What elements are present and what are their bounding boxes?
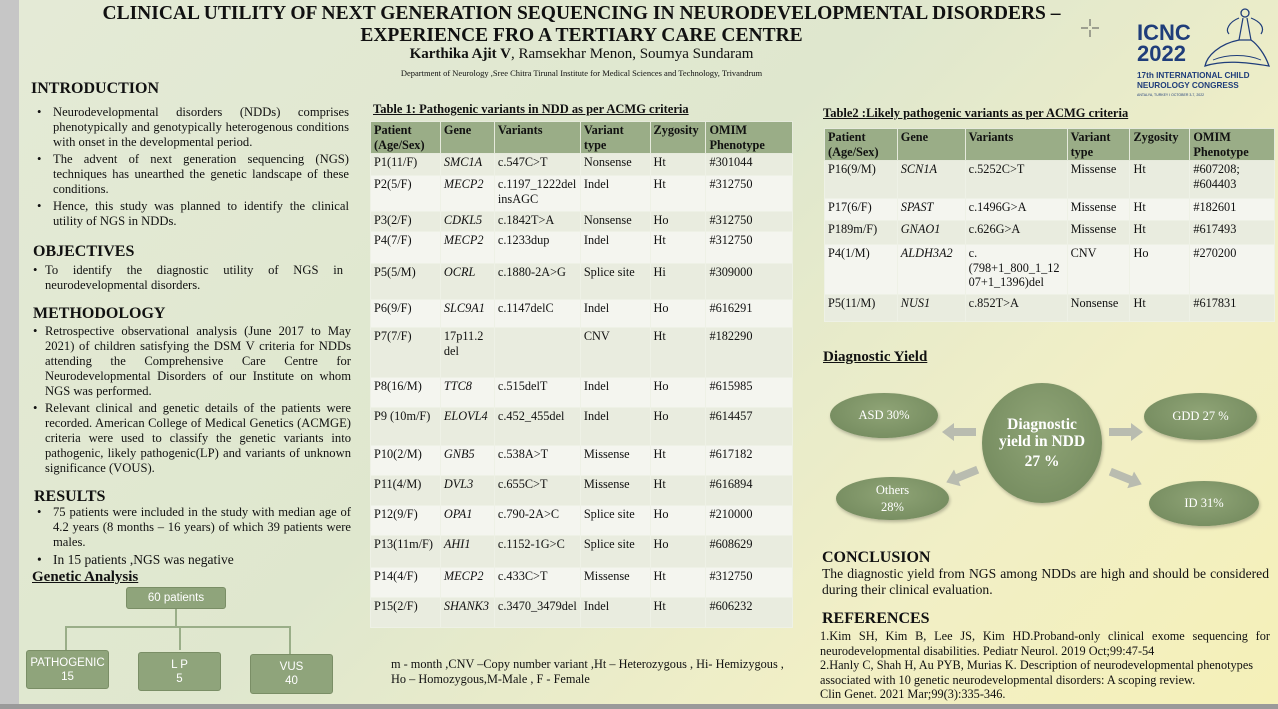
root-patients-box: 60 patients: [126, 587, 226, 609]
gdd-ellipse: GDD 27 %: [1144, 393, 1257, 440]
column-header: Variant type: [580, 122, 650, 154]
table-cell: Splice site: [580, 264, 650, 300]
table2-caption: Table2 :Likely pathogenic variants as per ACMG criteria: [823, 106, 1129, 120]
table-cell: NUS1: [897, 295, 965, 322]
table-cell: c.1496G>A: [965, 199, 1067, 221]
poster-canvas: [19, 0, 1278, 704]
table-cell: c.1152-1G>C: [494, 536, 580, 568]
table-cell: Missense: [580, 568, 650, 598]
table-cell: CDKL5: [440, 212, 494, 232]
diagnostic-yield-center: Diagnostic yield in NDD 27 %: [982, 383, 1102, 503]
table-cell: MECP2: [440, 232, 494, 264]
table-cell: ALDH3A2: [897, 245, 965, 295]
logo-dates: ANTALYA, TURKEY I OCTOBER 3-7, 2022: [1137, 93, 1205, 97]
table-cell: Ht: [650, 476, 706, 506]
table-cell: c.1842T>A: [494, 212, 580, 232]
asd-ellipse: ASD 30%: [830, 393, 938, 438]
table-cell: Ho: [650, 212, 706, 232]
table-cell: Indel: [580, 598, 650, 628]
table-cell: #616894: [706, 476, 793, 506]
table-cell: P11(4/M): [371, 476, 441, 506]
table-cell: SCN1A: [897, 161, 965, 199]
table-cell: OPA1: [440, 506, 494, 536]
table-cell: Ht: [1130, 295, 1190, 322]
table-row: [825, 199, 1275, 221]
list-item: • Retrospective observational analysis (June 2017 to May 2021) of children satisfying the DSM V criteria for NDDs attending the Comprehensive Care Centre for Neurodevelopmental Disorders of our Institute on whom NGS was performed.: [31, 324, 351, 399]
poster-title-line2: EXPERIENCE FRO A TERTIARY CARE CENTRE: [360, 25, 803, 46]
table-cell: P4(7/F): [371, 232, 441, 264]
conclusion-text: The diagnostic yield from NGS among NDDs are high and should be considered during their clinical evaluation.: [822, 566, 1269, 597]
introduction-list: [31, 105, 349, 231]
table-cell: TTC8: [440, 378, 494, 408]
table-row: [371, 212, 793, 232]
table-cell: 17p11.2 del: [440, 328, 494, 378]
table-cell: #182290: [706, 328, 793, 378]
table-cell: #617182: [706, 446, 793, 476]
table-row: [371, 264, 793, 300]
table-cell: SLC9A1: [440, 300, 494, 328]
table-cell: SHANK3: [440, 598, 494, 628]
table-header-row: [825, 129, 1275, 161]
table-cell: P16(9/M): [825, 161, 898, 199]
tree-connector: [65, 626, 291, 628]
table-cell: Nonsense: [1067, 295, 1130, 322]
id-ellipse: ID 31%: [1149, 481, 1259, 526]
pathogenic-box: PATHOGENIC 15: [26, 650, 109, 689]
table-cell: Ht: [650, 154, 706, 176]
table-cell: c.3470_3479del: [494, 598, 580, 628]
arrow-right-icon: [1109, 423, 1143, 441]
table-cell: AHI1: [440, 536, 494, 568]
likely-pathogenic-variants-table: [824, 128, 1275, 322]
table-cell: c.852T>A: [965, 295, 1067, 322]
table-row: [371, 536, 793, 568]
table-cell: Missense: [580, 446, 650, 476]
table-cell: P13(11m/F): [371, 536, 441, 568]
table-row: [371, 378, 793, 408]
column-header: Patient (Age/Sex): [371, 122, 441, 154]
tree-connector: [65, 626, 67, 650]
column-header: Zygosity: [1130, 129, 1190, 161]
table-cell: P12(9/F): [371, 506, 441, 536]
whirling-dervish-icon: [1199, 4, 1275, 70]
column-header: Gene: [440, 122, 494, 154]
table-cell: Missense: [1067, 199, 1130, 221]
genetic-analysis-heading: Genetic Analysis: [32, 569, 139, 585]
column-header: Variants: [965, 129, 1067, 161]
table-row: [371, 598, 793, 628]
table-cell: c.(798+1_800_1_12 07+1_1396)del: [965, 245, 1067, 295]
table-header-row: [371, 122, 793, 154]
table-cell: Indel: [580, 232, 650, 264]
table-cell: P15(2/F): [371, 598, 441, 628]
table-row: [825, 221, 1275, 245]
list-item: • The advent of next generation sequencing (NGS) techniques has unearthed the genetic landscape of these conditions.: [31, 152, 349, 197]
table-row: [371, 506, 793, 536]
list-item: • Relevant clinical and genetic details of the patients were recorded. American College of Medical Genetics (ACMGE) criteria were used to classify the genetic variants into pathogenic, likely pathogenic(LP) and variants of unknown significance (VOUS).: [31, 401, 351, 476]
table-cell: P1(11/F): [371, 154, 441, 176]
column-header: OMIM Phenotype: [1190, 129, 1275, 161]
table-cell: #312750: [706, 212, 793, 232]
table-cell: Ht: [650, 598, 706, 628]
table-cell: Ht: [650, 446, 706, 476]
table-cell: Missense: [1067, 161, 1130, 199]
table-cell: P10(2/M): [371, 446, 441, 476]
table-cell: c.538A>T: [494, 446, 580, 476]
table-cell: Ho: [650, 536, 706, 568]
table-cell: [494, 328, 580, 378]
objectives-heading: OBJECTIVES: [33, 243, 135, 260]
list-item: • In 15 patients ,NGS was negative: [31, 552, 351, 567]
others-ellipse: Others 28%: [836, 477, 949, 520]
list-item: • 75 patients were included in the study with median age of 4.2 years (8 months – 16 years) of which 39 patients were males.: [31, 505, 351, 550]
logo-wordmark: ICNC 2022: [1137, 20, 1191, 66]
table-cell: #301044: [706, 154, 793, 176]
table-cell: c.655C>T: [494, 476, 580, 506]
table-cell: Indel: [580, 378, 650, 408]
table-cell: P189m/F): [825, 221, 898, 245]
table-cell: #606232: [706, 598, 793, 628]
table-cell: c.515delT: [494, 378, 580, 408]
results-list: [31, 505, 351, 569]
table-cell: Indel: [580, 300, 650, 328]
introduction-heading: INTRODUCTION: [31, 80, 160, 97]
results-heading: RESULTS: [34, 488, 106, 505]
table-cell: c.433C>T: [494, 568, 580, 598]
table-cell: Ho: [650, 378, 706, 408]
table-cell: #312750: [706, 232, 793, 264]
table1-legend: m - month ,CNV –Copy number variant ,Ht – Heterozygous , Hi- Hemizygous , Ho – Homozygous,M-Male , F - Female: [391, 657, 784, 686]
column-header: Variants: [494, 122, 580, 154]
table-cell: SMC1A: [440, 154, 494, 176]
window-bottom-edge: [0, 704, 1278, 709]
table-cell: Ho: [650, 408, 706, 446]
table-row: [371, 300, 793, 328]
likely-pathogenic-box: L P 5: [138, 652, 221, 691]
table-row: [825, 161, 1275, 199]
table-cell: P4(1/M): [825, 245, 898, 295]
table-cell: c.1197_1222del insAGC: [494, 176, 580, 212]
diagnostic-yield-heading: Diagnostic Yield: [823, 349, 928, 365]
table-cell: P8(16/M): [371, 378, 441, 408]
table-cell: #614457: [706, 408, 793, 446]
table-cell: #312750: [706, 176, 793, 212]
affiliation: Department of Neurology ,Sree Chitra Tirunal Institute for Medical Sciences and Technology, Trivandrum: [400, 68, 763, 78]
table-row: [371, 476, 793, 506]
table-cell: MECP2: [440, 176, 494, 212]
table-row: [825, 295, 1275, 322]
table-row: [371, 176, 793, 212]
table-row: [371, 328, 793, 378]
table-cell: c.1233dup: [494, 232, 580, 264]
table-cell: Indel: [580, 176, 650, 212]
authors: [79, 46, 1084, 63]
list-item: • To identify the diagnostic utility of NGS in neurodevelopmental disorders.: [31, 263, 343, 293]
reference-item: Clin Genet. 2021 Mar;99(3):335-346.: [820, 687, 1006, 701]
table-cell: Ho: [1130, 245, 1190, 295]
vus-box: VUS 40: [250, 654, 333, 694]
lead-author: Karthika Ajit V: [409, 46, 511, 62]
table-cell: GNB5: [440, 446, 494, 476]
table-cell: Indel: [580, 408, 650, 446]
table-cell: Ht: [650, 232, 706, 264]
table-cell: Ht: [650, 176, 706, 212]
table-cell: c.1147delC: [494, 300, 580, 328]
column-header: Patient (Age/Sex): [825, 129, 898, 161]
arrow-down-right-icon: [1107, 463, 1145, 492]
table-cell: Hi: [650, 264, 706, 300]
tree-connector: [179, 626, 181, 650]
arrow-left-icon: [942, 423, 976, 441]
objectives-list: [31, 263, 343, 295]
table-row: [371, 232, 793, 264]
table-cell: P3(2/F): [371, 212, 441, 232]
table-cell: P7(7/F): [371, 328, 441, 378]
tree-connector: [289, 626, 291, 654]
column-header: OMIM Phenotype: [706, 122, 793, 154]
table-row: [371, 568, 793, 598]
table-cell: CNV: [1067, 245, 1130, 295]
coauthors: , Ramsekhar Menon, Soumya Sundaram: [510, 46, 754, 62]
table-cell: #270200: [1190, 245, 1275, 295]
table-cell: Splice site: [580, 536, 650, 568]
table-cell: P9 (10m/F): [371, 408, 441, 446]
table-cell: SPAST: [897, 199, 965, 221]
table-row: [371, 408, 793, 446]
table-cell: Ht: [1130, 221, 1190, 245]
table-cell: Ht: [650, 328, 706, 378]
table-cell: GNAO1: [897, 221, 965, 245]
table-cell: Missense: [580, 476, 650, 506]
pathogenic-variants-table: [370, 121, 793, 628]
table-cell: P5(11/M): [825, 295, 898, 322]
table-cell: #617831: [1190, 295, 1275, 322]
table-row: [371, 446, 793, 476]
table-cell: c.452_455del: [494, 408, 580, 446]
icnc-logo: [1137, 4, 1277, 98]
table-cell: ELOVL4: [440, 408, 494, 446]
table-cell: #607208; #604403: [1190, 161, 1275, 199]
list-item: • Neurodevelopmental disorders (NDDs) comprises phenotypically and genotypically heterogenous conditions with onset in the developmental period.: [31, 105, 349, 150]
poster-title-line1: CLINICAL UTILITY OF NEXT GENERATION SEQUENCING IN NEURODEVELOPMENTAL DISORDERS –: [102, 3, 1061, 24]
table-cell: c.547C>T: [494, 154, 580, 176]
table-cell: Ht: [1130, 199, 1190, 221]
table-cell: Ht: [1130, 161, 1190, 199]
table-cell: Nonsense: [580, 212, 650, 232]
table-cell: #608629: [706, 536, 793, 568]
tree-connector: [175, 609, 177, 627]
methodology-heading: METHODOLOGY: [33, 305, 166, 322]
table-row: [825, 245, 1275, 295]
table-cell: #312750: [706, 568, 793, 598]
table-cell: Splice site: [580, 506, 650, 536]
table-cell: c.790-2A>C: [494, 506, 580, 536]
table-cell: Ht: [650, 568, 706, 598]
column-header: Zygosity: [650, 122, 706, 154]
table-cell: c.1880-2A>G: [494, 264, 580, 300]
table-cell: P2(5/F): [371, 176, 441, 212]
table-cell: P17(6/F): [825, 199, 898, 221]
reference-item: 2.Hanly C, Shah H, Au PYB, Murias K. Description of neurodevelopmental phenotypes associated with 10 genetic neurodevelopmental disorders: A scoping review.: [820, 658, 1254, 687]
column-header: Variant type: [1067, 129, 1130, 161]
logo-subtitle: 17th INTERNATIONAL CHILD NEUROLOGY CONGRESS: [1137, 71, 1250, 90]
conclusion-heading: CONCLUSION: [822, 549, 931, 566]
table-cell: #309000: [706, 264, 793, 300]
table-cell: #182601: [1190, 199, 1275, 221]
table-cell: #615985: [706, 378, 793, 408]
table-cell: P6(9/F): [371, 300, 441, 328]
reference-item: 1.Kim SH, Kim B, Lee JS, Kim HD.Proband-only clinical exome sequencing for neurodevelopmental disabilities. Pediatr Neurol. 2019 Oct;99:47-54: [820, 629, 1270, 658]
table-cell: P5(5/M): [371, 264, 441, 300]
table-cell: Nonsense: [580, 154, 650, 176]
table1-caption: Table 1: Pathogenic variants in NDD as per ACMG criteria: [373, 102, 689, 116]
arrow-down-left-icon: [943, 461, 981, 490]
table-cell: #210000: [706, 506, 793, 536]
table-cell: #616291: [706, 300, 793, 328]
table-cell: Ho: [650, 506, 706, 536]
table-cell: OCRL: [440, 264, 494, 300]
column-header: Gene: [897, 129, 965, 161]
table-cell: Missense: [1067, 221, 1130, 245]
table-cell: c.5252C>T: [965, 161, 1067, 199]
table-cell: Ho: [650, 300, 706, 328]
table-cell: DVL3: [440, 476, 494, 506]
window-left-edge: [0, 0, 19, 709]
table-cell: MECP2: [440, 568, 494, 598]
table-cell: P14(4/F): [371, 568, 441, 598]
table-cell: CNV: [580, 328, 650, 378]
methodology-list: [31, 324, 351, 478]
crosshair-cursor-icon: [1081, 19, 1099, 37]
references-heading: REFERENCES: [822, 610, 930, 627]
references-list: [820, 629, 1270, 702]
table-cell: #617493: [1190, 221, 1275, 245]
table-cell: c.626G>A: [965, 221, 1067, 245]
table-row: [371, 154, 793, 176]
list-item: • Hence, this study was planned to identify the clinical utility of NGS in NDDs.: [31, 199, 349, 229]
